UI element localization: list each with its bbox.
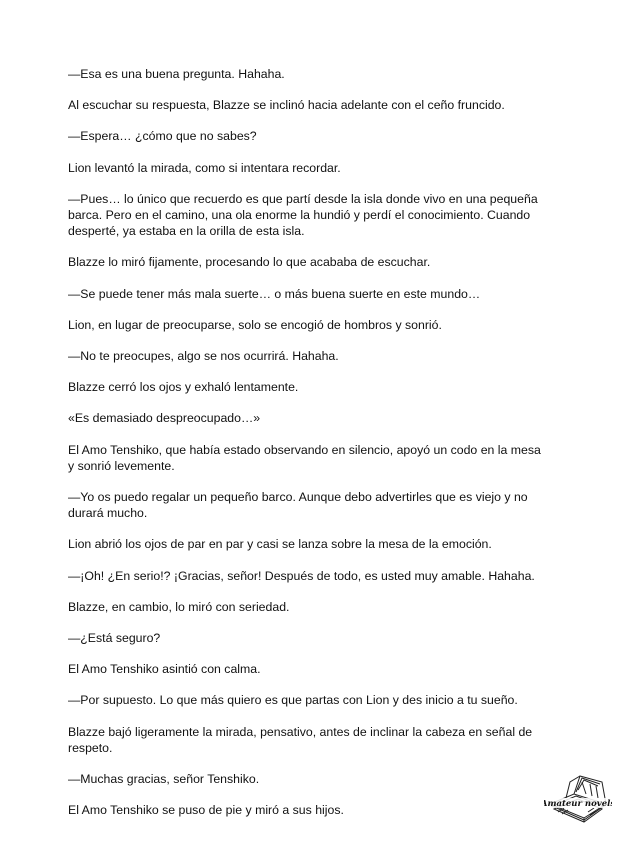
paragraph: —Espera… ¿cómo que no sabes? (68, 129, 257, 144)
paragraph: Blazze lo miró fijamente, procesando lo que acababa de escuchar. (68, 255, 431, 270)
paragraph: Lion abrió los ojos de par en par y casi se lanza sobre la mesa de la emoción. (68, 537, 492, 552)
paragraph: Blazze, en cambio, lo miró con seriedad. (68, 599, 290, 614)
paragraph: El Amo Tenshiko asintió con calma. (68, 662, 261, 677)
paragraph: —¿Está seguro? (68, 631, 161, 646)
paragraph: Al escuchar su respuesta, Blazze se inclinó hacia adelante con el ceño fruncido. (68, 98, 505, 113)
paragraph: —¡Oh! ¿En serio!? ¡Gracias, señor! Después de todo, es usted muy amable. Hahaha. (68, 568, 535, 583)
paragraph: —No te preocupes, algo se nos ocurrirá. Hahaha. (68, 349, 339, 364)
paragraph: Blazze cerró los ojos y exhaló lentamente. (68, 380, 299, 395)
paragraph: —Esa es una buena pregunta. Hahaha. (68, 67, 285, 81)
paragraph: Lion, en lugar de preocuparse, solo se encogió de hombros y sonrió. (68, 317, 442, 332)
logo-text: Amateur novels (544, 799, 612, 809)
paragraph: El Amo Tenshiko se puso de pie y miró a sus hijos. (68, 803, 344, 818)
paragraph: Lion levantó la mirada, como si intentara recordar. (68, 160, 341, 175)
paragraph: —Se puede tener más mala suerte… o más buena suerte en este mundo… (68, 286, 481, 301)
paragraph: El Amo Tenshiko, que había estado observando en silencio, apoyó un codo en la mesa y sonrió levemente. (68, 442, 541, 473)
paragraph: Blazze bajó ligeramente la mirada, pensativo, antes de inclinar la cabeza en señal de respeto. (68, 724, 533, 755)
paragraph: —Muchas gracias, señor Tenshiko. (68, 772, 260, 787)
paragraph: «Es demasiado despreocupado…» (68, 411, 261, 426)
paragraph: —Yo os puedo regalar un pequeño barco. Aunque debo advertirles que es viejo y no durará mucho. (68, 490, 528, 521)
paragraph: —Pues… lo único que recuerdo es que partí desde la isla donde vivo en una pequeña barca. Pero en el camino, una ola enorme la hundió y perdí el conocimiento. Cuando desperté, ya estaba en la orilla de esta isla. (68, 191, 538, 239)
open-book-logo-icon (544, 768, 612, 826)
document-body (68, 66, 548, 833)
paragraph: —Por supuesto. Lo que más quiero es que partas con Lion y des inicio a tu sueño. (68, 693, 518, 708)
